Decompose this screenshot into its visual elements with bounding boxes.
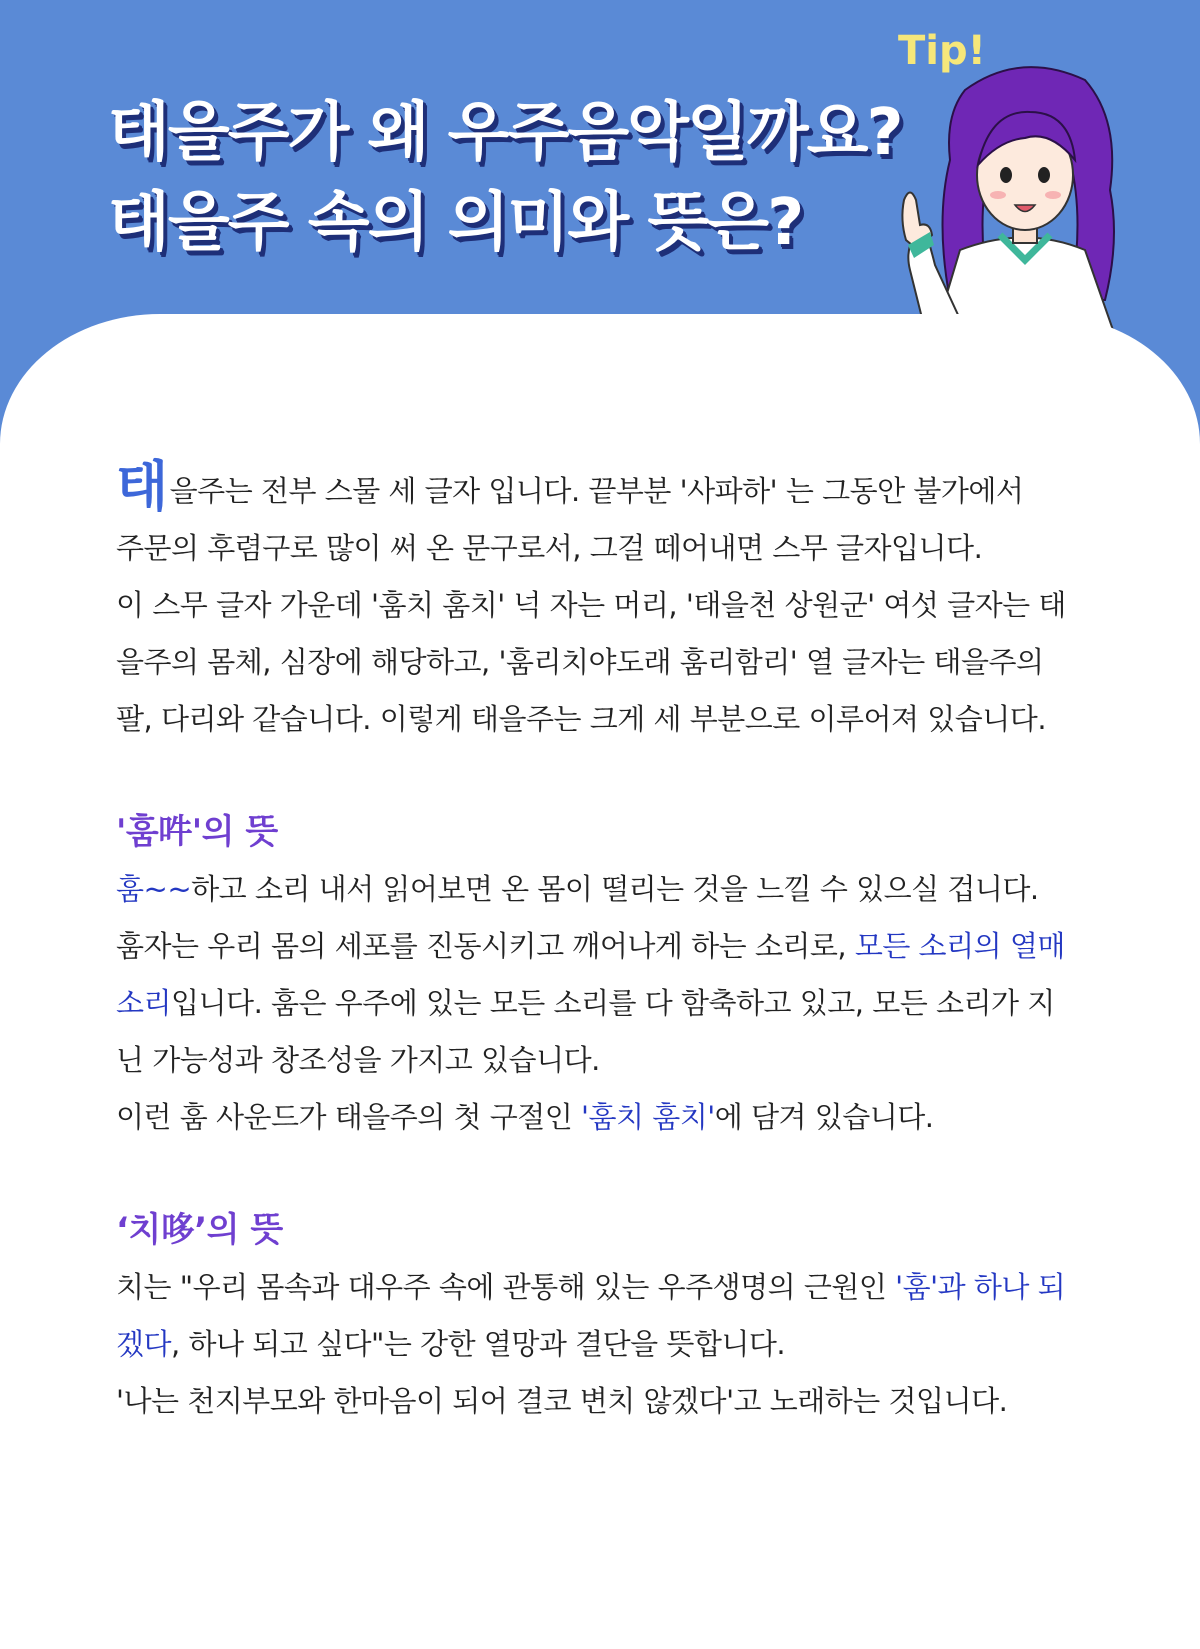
intro-text: 을주는 전부 스물 세 글자 입니다. 끝부분 '사파하' 는 그동안 불가에서 xyxy=(169,474,1024,508)
hum-line-5 xyxy=(116,1089,1096,1146)
highlight-text: 겠다 xyxy=(116,1327,172,1361)
chi-line-1 xyxy=(116,1259,1096,1316)
highlight-text: '훔치 훔치' xyxy=(581,1100,715,1134)
body-text: 에 담겨 있습니다. xyxy=(714,1100,934,1134)
body-text: 이런 훔 사운드가 태을주의 첫 구절인 xyxy=(116,1100,582,1134)
article-body xyxy=(116,455,1096,1430)
body-text: 입니다. 훔은 우주에 있는 모든 소리를 다 함축하고 있고, 모든 소리가 지 xyxy=(171,986,1055,1020)
drop-cap: 태 xyxy=(116,455,168,518)
title-line-1: 태을주가 왜 우주음악일까요? xyxy=(108,96,902,170)
chi-line-3: '나는 천지부모와 한마음이 되어 결코 변치 않겠다'고 노래하는 것입니다. xyxy=(116,1384,1008,1418)
intro-line-5: 팔, 다리와 같습니다. 이렇게 태을주는 크게 세 부분으로 이루어져 있습니다. xyxy=(116,702,1047,736)
hum-line-1 xyxy=(116,861,1096,918)
title-line-2: 태을주 속의 의미와 뜻은? xyxy=(108,186,803,260)
intro-line-2: 주문의 후렴구로 많이 써 온 문구로서, 그걸 떼어내면 스무 글자입니다. xyxy=(116,531,983,565)
body-text: 훔자는 우리 몸의 세포를 진동시키고 깨어나게 하는 소리로, xyxy=(116,929,855,963)
hum-line-4: 닌 가능성과 창조성을 가지고 있습니다. xyxy=(116,1043,600,1077)
page-title xyxy=(108,88,902,268)
highlight-text: '훔'과 하나 되 xyxy=(895,1270,1066,1304)
intro-line-3: 이 스무 글자 가운데 '훔치 훔치' 넉 자는 머리, '태을천 상원군' 여섯 글자는 태 xyxy=(116,588,1066,622)
body-text: , 하나 되고 싶다"는 강한 열망과 결단을 뜻합니다. xyxy=(171,1327,786,1361)
intro-line-4: 을주의 몸체, 심장에 해당하고, '훔리치야도래 훔리함리' 열 글자는 태을주의 xyxy=(116,645,1044,679)
highlight-text: 훔~~ xyxy=(116,872,192,906)
girl-illustration xyxy=(870,50,1200,350)
section-heading-chi: ‘치哆’의 뜻 xyxy=(116,1210,283,1250)
intro-line-1 xyxy=(116,455,1096,520)
chi-line-2 xyxy=(116,1316,1096,1373)
body-text: 치는 "우리 몸속과 대우주 속에 관통해 있는 우주생명의 근원인 xyxy=(116,1270,896,1304)
section-heading-hum: '훔吽'의 뜻 xyxy=(116,812,278,852)
tip-label: Tip! xyxy=(898,28,986,74)
body-text: 하고 소리 내서 읽어보면 온 몸이 떨리는 것을 느낄 수 있으실 겁니다. xyxy=(191,872,1039,906)
highlight-text: 소리 xyxy=(116,986,172,1020)
highlight-text: 모든 소리의 열매 xyxy=(854,929,1065,963)
hum-line-2 xyxy=(116,918,1096,975)
hum-line-3 xyxy=(116,975,1096,1032)
